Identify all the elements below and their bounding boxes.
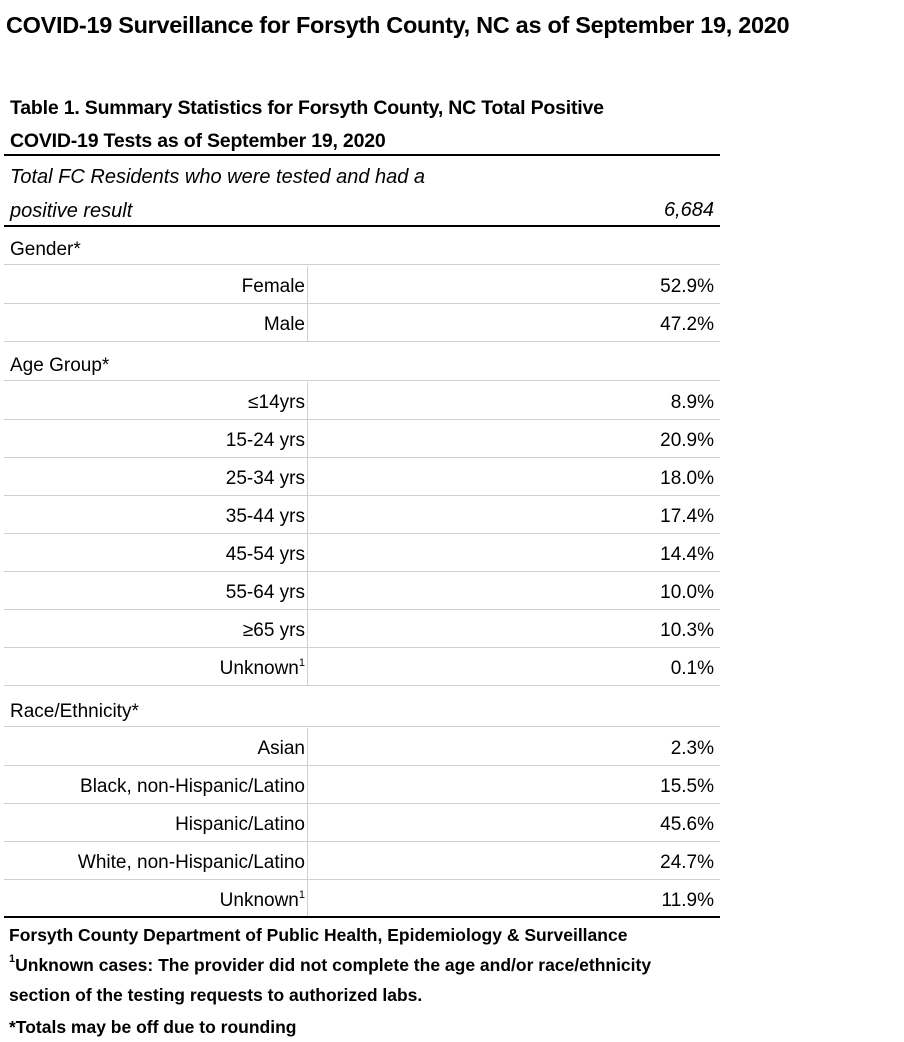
row-value: 0.1% — [670, 658, 714, 679]
row-label-text: Unknown — [219, 658, 299, 679]
column-divider — [307, 266, 308, 304]
section-heading-gender: Gender* — [10, 239, 81, 260]
row-label: Male — [263, 314, 305, 335]
column-divider — [307, 382, 308, 420]
table-row — [4, 572, 720, 610]
row-value: 2.3% — [670, 738, 714, 759]
table-row — [4, 382, 720, 420]
row-value: 14.4% — [660, 544, 714, 565]
column-divider — [307, 648, 308, 686]
table-row — [4, 534, 720, 572]
column-divider — [307, 880, 308, 918]
total-label — [10, 160, 530, 228]
row-value: 45.6% — [660, 814, 714, 835]
row-label: 15-24 yrs — [225, 430, 305, 451]
footnote-marker: 1 — [298, 889, 305, 901]
column-divider — [307, 458, 308, 496]
row-value: 11.9% — [661, 890, 714, 911]
footnote-marker: 1 — [9, 953, 16, 965]
table-row — [4, 648, 720, 686]
row-label: 25-34 yrs — [225, 468, 305, 489]
table-notes — [9, 920, 729, 1042]
table-row — [4, 304, 720, 342]
table-row — [4, 804, 720, 842]
total-label-line-2: positive result — [10, 200, 133, 222]
column-divider — [307, 534, 308, 572]
table-bottom-rule — [4, 916, 720, 918]
row-rule — [4, 341, 720, 342]
footnote-line-2: section of the testing requests to authorized labs. — [9, 985, 423, 1005]
table-row — [4, 880, 720, 918]
table-row — [4, 420, 720, 458]
row-value: 47.2% — [660, 314, 714, 335]
row-label-text: Unknown — [219, 890, 299, 911]
row-label: Asian — [257, 738, 305, 759]
row-label — [4, 880, 305, 918]
column-divider — [307, 728, 308, 766]
section-rule — [4, 726, 720, 727]
section-rule — [4, 380, 720, 381]
rounding-note: *Totals may be off due to rounding — [9, 1017, 297, 1037]
footnote-text: Unknown cases: The provider did not complete the age and/or race/ethnicity — [15, 955, 652, 975]
row-value: 10.3% — [660, 620, 714, 641]
total-value: 6,684 — [663, 199, 714, 221]
table-row — [4, 766, 720, 804]
column-divider — [307, 842, 308, 880]
row-value: 18.0% — [660, 468, 714, 489]
column-divider — [307, 572, 308, 610]
row-value: 20.9% — [660, 430, 714, 451]
column-divider — [307, 420, 308, 458]
column-divider — [307, 304, 308, 342]
row-rule — [4, 685, 720, 686]
table-title-line-1: Table 1. Summary Statistics for Forsyth County, NC Total Positive — [10, 97, 604, 119]
total-label-line-1: Total FC Residents who were tested and had a — [10, 166, 426, 188]
row-value: 24.7% — [660, 852, 714, 873]
table-row — [4, 458, 720, 496]
table-top-rule — [4, 154, 720, 156]
row-label: Hispanic/Latino — [175, 814, 305, 835]
footnote-marker: 1 — [298, 657, 305, 669]
table-row — [4, 728, 720, 766]
row-label: Black, non-Hispanic/Latino — [80, 776, 305, 797]
footnote-line-1 — [9, 950, 729, 980]
table-title-line-2: COVID-19 Tests as of September 19, 2020 — [10, 130, 386, 152]
row-label: 55-64 yrs — [225, 582, 305, 603]
section-heading-race-ethnicity: Race/Ethnicity* — [10, 701, 139, 722]
row-label: Female — [241, 276, 305, 297]
row-value: 8.9% — [670, 392, 714, 413]
source-note: Forsyth County Department of Public Health, Epidemiology & Surveillance — [9, 925, 628, 945]
section-rule — [4, 264, 720, 265]
column-divider — [307, 610, 308, 648]
row-label: ≥65 yrs — [242, 620, 305, 641]
row-label: 35-44 yrs — [225, 506, 305, 527]
total-bottom-rule — [4, 225, 720, 227]
column-divider — [307, 766, 308, 804]
column-divider — [307, 804, 308, 842]
column-divider — [307, 496, 308, 534]
row-label: ≤14yrs — [248, 392, 305, 413]
table-row — [4, 496, 720, 534]
table-title — [10, 92, 718, 158]
table-row — [4, 266, 720, 304]
table-row — [4, 842, 720, 880]
row-label — [4, 648, 305, 686]
row-label: 45-54 yrs — [225, 544, 305, 565]
row-value: 17.4% — [660, 506, 714, 527]
row-value: 15.5% — [660, 776, 714, 797]
row-label: White, non-Hispanic/Latino — [77, 852, 305, 873]
row-value: 10.0% — [660, 582, 714, 603]
table-row — [4, 610, 720, 648]
section-heading-age-group: Age Group* — [10, 355, 110, 376]
page-title: COVID-19 Surveillance for Forsyth County, NC as of September 19, 2020 — [6, 12, 790, 38]
row-value: 52.9% — [660, 276, 714, 297]
